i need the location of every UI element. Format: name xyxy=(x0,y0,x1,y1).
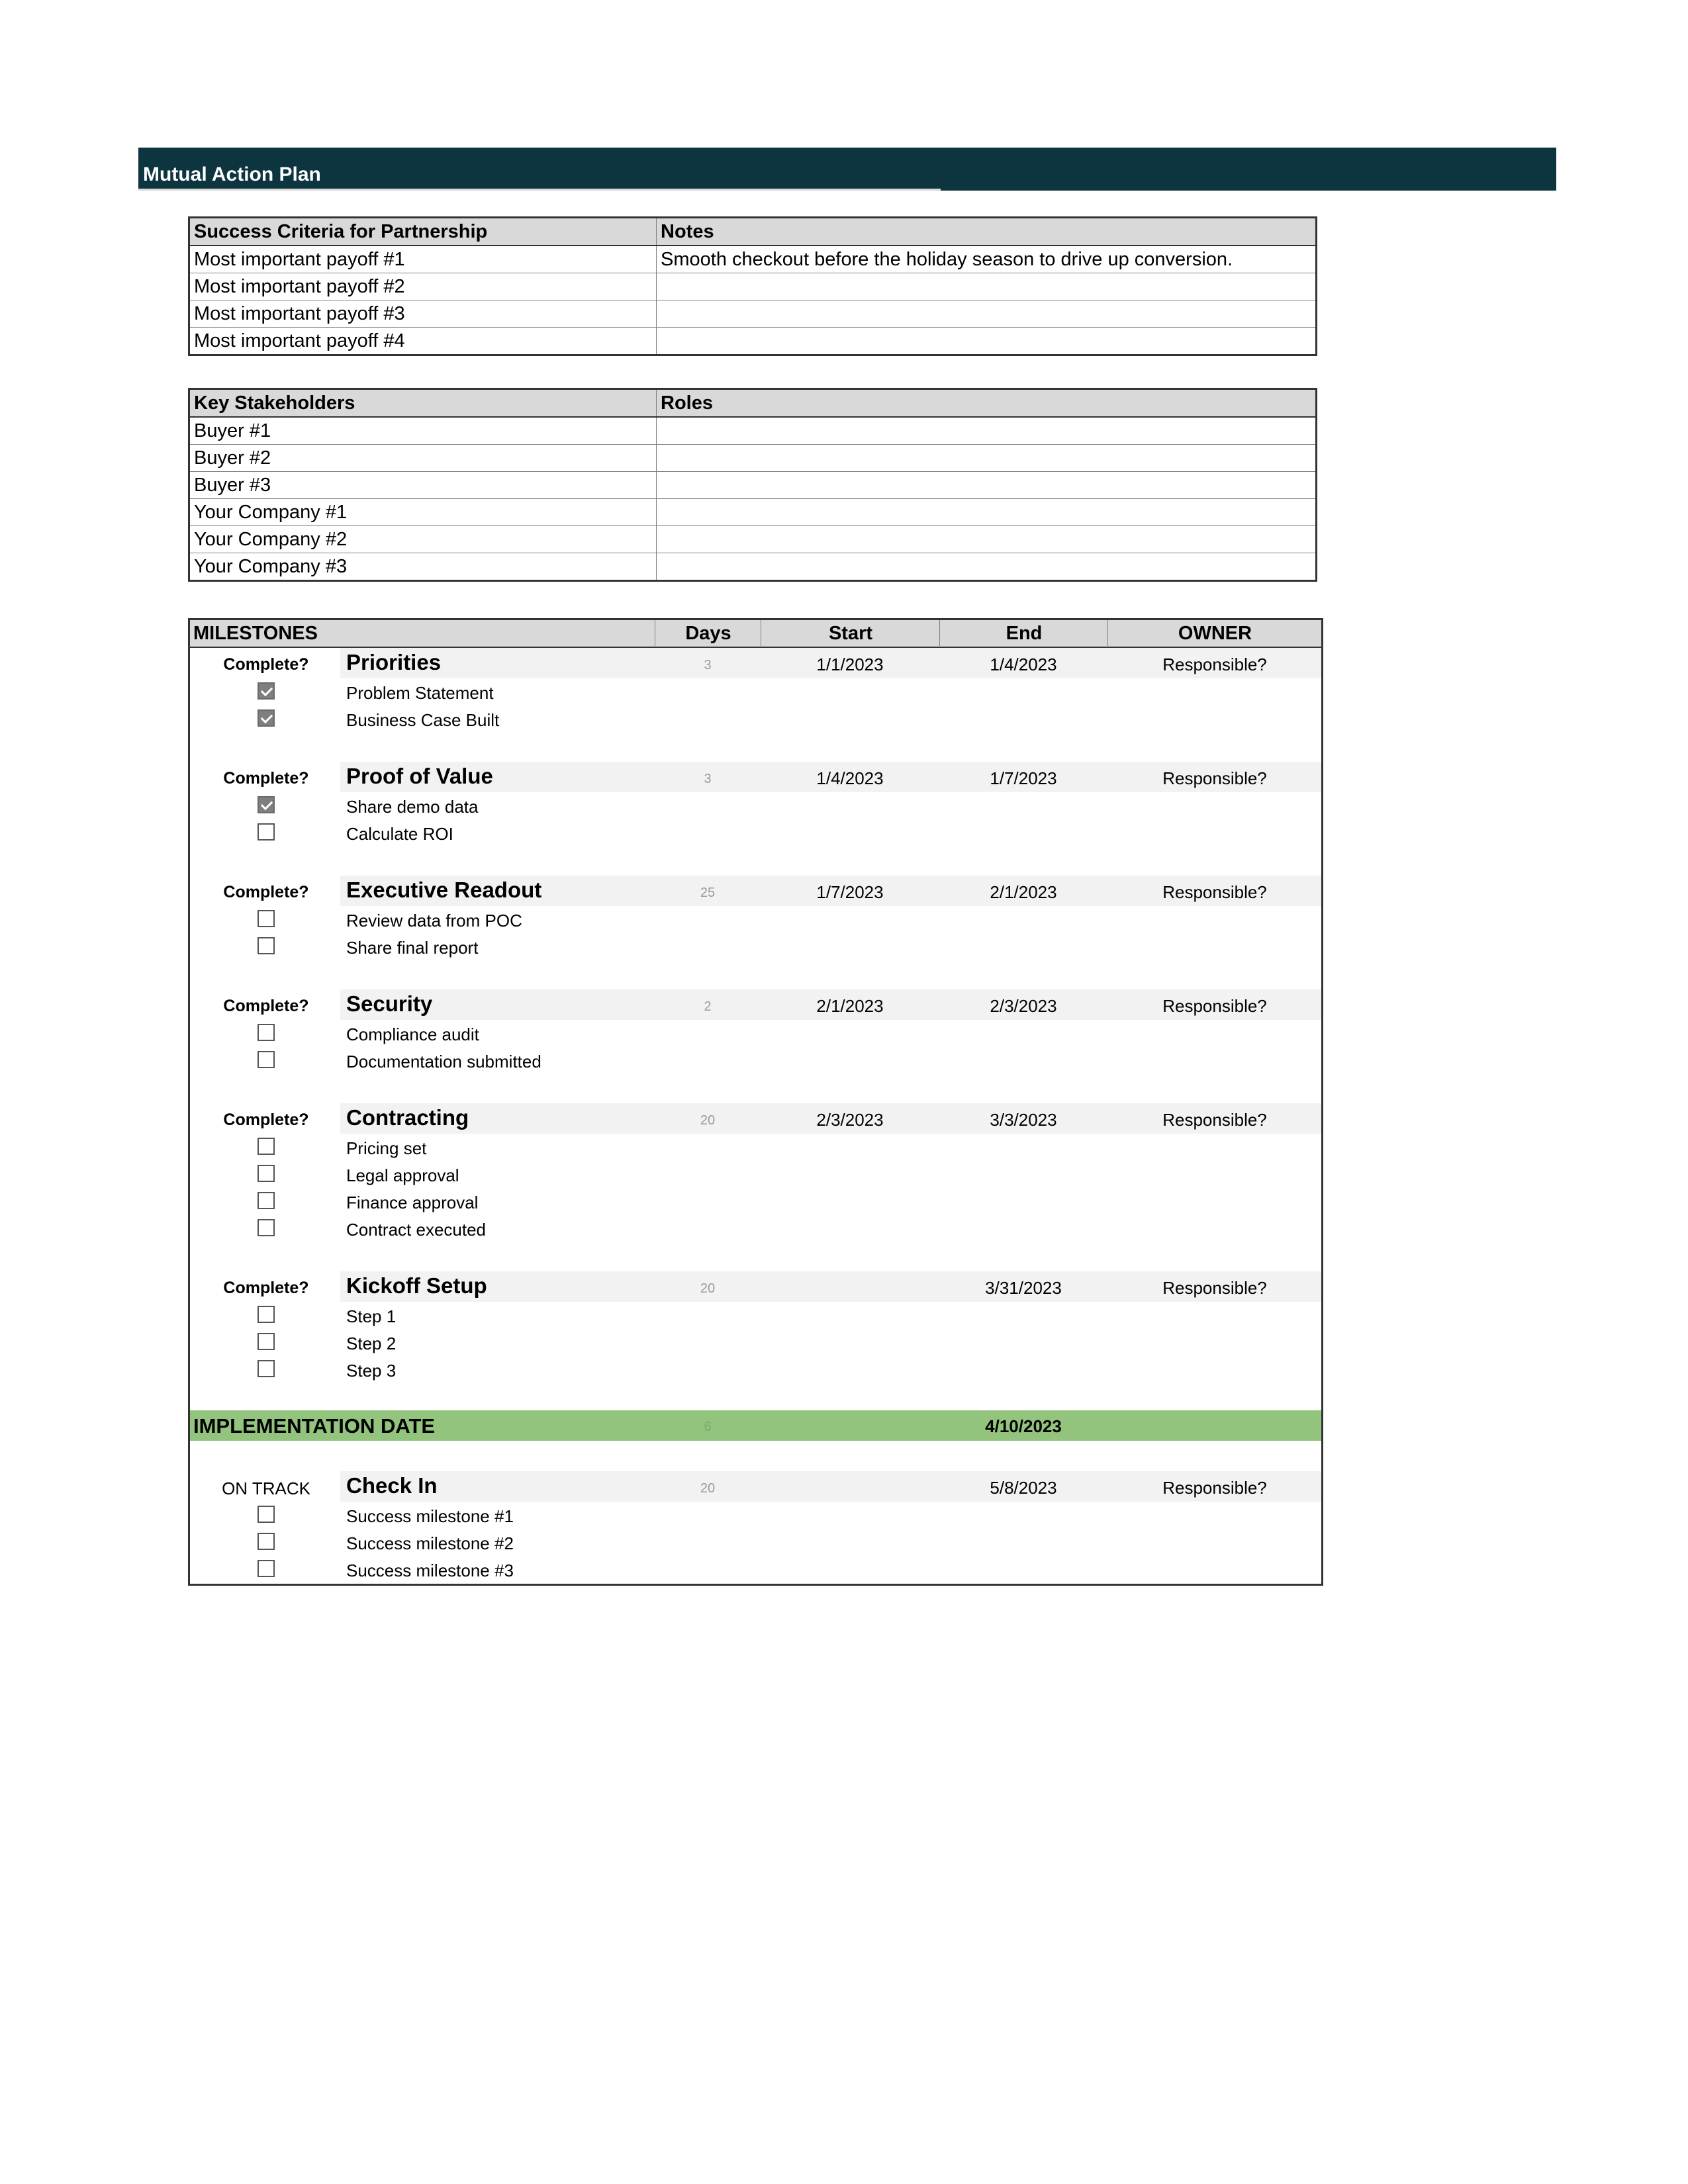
stakeholders-table xyxy=(188,388,1317,582)
task-label: Finance approval xyxy=(346,1193,479,1212)
complete-label: Complete? xyxy=(223,1111,309,1129)
milestone-days: 2 xyxy=(704,999,712,1014)
milestone-days: 20 xyxy=(700,1281,716,1296)
milestone-title: Check In xyxy=(346,1473,438,1498)
milestone-end[interactable]: 3/31/2023 xyxy=(985,1278,1062,1298)
notes-header: Notes xyxy=(657,218,1317,246)
milestone-title: Contracting xyxy=(346,1105,469,1130)
task-checkbox[interactable] xyxy=(258,823,275,841)
notes-cell[interactable]: Smooth checkout before the holiday season to drive up conversion. xyxy=(657,246,1317,273)
status-badge: ON TRACK xyxy=(222,1479,310,1498)
task-label: Success milestone #1 xyxy=(346,1506,514,1526)
task-label: Legal approval xyxy=(346,1165,459,1185)
milestone-title: Priorities xyxy=(346,650,442,674)
table-row xyxy=(189,328,1317,355)
milestone-end[interactable]: 5/8/2023 xyxy=(990,1478,1057,1498)
success-criteria-header: Success Criteria for Partnership xyxy=(189,218,657,246)
table-row xyxy=(189,499,1317,526)
task-checkbox[interactable] xyxy=(258,1533,275,1550)
notes-cell[interactable] xyxy=(657,300,1317,328)
task-label: Compliance audit xyxy=(346,1024,479,1044)
task-label: Success milestone #3 xyxy=(346,1561,514,1580)
stakeholder-cell[interactable]: Buyer #2 xyxy=(189,445,657,472)
task-checkbox[interactable] xyxy=(258,1051,275,1068)
complete-label: Complete? xyxy=(223,1279,309,1297)
milestone-days: 20 xyxy=(700,1481,716,1496)
implementation-date[interactable]: 4/10/2023 xyxy=(985,1416,1062,1436)
role-cell[interactable] xyxy=(657,417,1317,445)
task-checkbox[interactable] xyxy=(258,682,275,700)
implementation-label: IMPLEMENTATION DATE xyxy=(193,1414,436,1437)
task-checkbox[interactable] xyxy=(258,1192,275,1209)
payoff-cell[interactable]: Most important payoff #2 xyxy=(189,273,657,300)
milestone-days: 25 xyxy=(700,886,716,900)
milestone-days: 3 xyxy=(704,772,712,786)
complete-label: Complete? xyxy=(223,769,309,788)
task-label: Review data from POC xyxy=(346,911,522,931)
milestone-start[interactable]: 2/1/2023 xyxy=(816,996,884,1016)
milestone-owner[interactable]: Responsible? xyxy=(1162,1110,1267,1130)
milestone-title: Kickoff Setup xyxy=(346,1273,487,1298)
milestone-end[interactable]: 2/1/2023 xyxy=(990,882,1057,902)
stakeholder-cell[interactable]: Your Company #1 xyxy=(189,499,657,526)
title-underline xyxy=(138,189,941,191)
milestone-title: Executive Readout xyxy=(346,878,542,902)
table-row xyxy=(189,472,1317,499)
task-label: Contract executed xyxy=(346,1220,487,1240)
role-cell[interactable] xyxy=(657,526,1317,553)
end-header: End xyxy=(939,620,1108,646)
task-label: Share demo data xyxy=(346,797,479,817)
task-label: Success milestone #2 xyxy=(346,1533,514,1553)
milestone-end[interactable]: 2/3/2023 xyxy=(990,996,1057,1016)
task-checkbox[interactable] xyxy=(258,1165,275,1182)
days-header: Days xyxy=(655,620,761,646)
payoff-cell[interactable]: Most important payoff #3 xyxy=(189,300,657,328)
milestone-owner[interactable]: Responsible? xyxy=(1162,655,1267,674)
milestones-header: MILESTONES xyxy=(193,623,318,644)
task-label: Calculate ROI xyxy=(346,824,453,844)
task-checkbox[interactable] xyxy=(258,910,275,927)
role-cell[interactable] xyxy=(657,499,1317,526)
milestones-table xyxy=(188,618,1323,1586)
role-cell[interactable] xyxy=(657,472,1317,499)
payoff-cell[interactable]: Most important payoff #1 xyxy=(189,246,657,273)
milestone-owner[interactable]: Responsible? xyxy=(1162,1478,1267,1498)
task-checkbox[interactable] xyxy=(258,1024,275,1041)
task-checkbox[interactable] xyxy=(258,1138,275,1155)
stakeholder-cell[interactable]: Your Company #2 xyxy=(189,526,657,553)
table-row xyxy=(189,417,1317,445)
milestones-header-row xyxy=(190,620,1321,648)
title-bar xyxy=(138,148,1556,191)
stakeholders-header: Key Stakeholders xyxy=(189,389,657,418)
implementation-row xyxy=(190,1410,1321,1441)
table-row xyxy=(189,553,1317,581)
task-checkbox[interactable] xyxy=(258,1506,275,1523)
table-row xyxy=(189,445,1317,472)
table-row xyxy=(189,246,1317,273)
milestone-end[interactable]: 1/7/2023 xyxy=(990,768,1057,788)
owner-header: OWNER xyxy=(1107,620,1322,646)
milestone-end[interactable]: 3/3/2023 xyxy=(990,1110,1057,1130)
table-row xyxy=(189,300,1317,328)
payoff-cell[interactable]: Most important payoff #4 xyxy=(189,328,657,355)
complete-label: Complete? xyxy=(223,655,309,674)
task-label: Step 3 xyxy=(346,1361,397,1381)
page-title: Mutual Action Plan xyxy=(143,163,321,185)
complete-label: Complete? xyxy=(223,997,309,1015)
task-checkbox[interactable] xyxy=(258,1360,275,1377)
milestone-owner[interactable]: Responsible? xyxy=(1162,768,1267,788)
task-checkbox[interactable] xyxy=(258,937,275,954)
stakeholder-cell[interactable]: Your Company #3 xyxy=(189,553,657,581)
milestone-days: 20 xyxy=(700,1113,716,1128)
milestone-owner[interactable]: Responsible? xyxy=(1162,996,1267,1016)
task-checkbox[interactable] xyxy=(258,1333,275,1350)
milestone-owner[interactable]: Responsible? xyxy=(1162,882,1267,902)
task-label: Step 2 xyxy=(346,1334,397,1353)
milestone-start[interactable]: 1/4/2023 xyxy=(816,768,884,788)
milestone-title: Security xyxy=(346,991,433,1016)
roles-header: Roles xyxy=(657,389,1317,418)
task-label: Documentation submitted xyxy=(346,1052,541,1071)
task-checkbox[interactable] xyxy=(258,1560,275,1577)
task-label: Business Case Built xyxy=(346,710,500,730)
success-criteria-table xyxy=(188,216,1317,356)
notes-cell[interactable] xyxy=(657,328,1317,355)
milestone-start[interactable]: 2/3/2023 xyxy=(816,1110,884,1130)
table-row xyxy=(189,526,1317,553)
task-checkbox[interactable] xyxy=(258,709,275,727)
stakeholder-cell[interactable]: Buyer #1 xyxy=(189,417,657,445)
start-header: Start xyxy=(761,620,940,646)
milestone-days: 3 xyxy=(704,658,712,672)
milestone-end[interactable]: 1/4/2023 xyxy=(990,655,1057,674)
complete-label: Complete? xyxy=(223,883,309,901)
milestone-start[interactable]: 1/1/2023 xyxy=(816,655,884,674)
stakeholder-cell[interactable]: Buyer #3 xyxy=(189,472,657,499)
milestone-title: Proof of Value xyxy=(346,764,493,788)
task-label: Problem Statement xyxy=(346,683,494,703)
implementation-days: 6 xyxy=(704,1420,712,1434)
role-cell[interactable] xyxy=(657,445,1317,472)
task-label: Pricing set xyxy=(346,1138,427,1158)
role-cell[interactable] xyxy=(657,553,1317,581)
notes-cell[interactable] xyxy=(657,273,1317,300)
task-checkbox[interactable] xyxy=(258,1219,275,1236)
table-row xyxy=(189,273,1317,300)
task-label: Share final report xyxy=(346,938,479,958)
task-checkbox[interactable] xyxy=(258,1306,275,1323)
task-checkbox[interactable] xyxy=(258,796,275,813)
task-label: Step 1 xyxy=(346,1306,397,1326)
milestone-owner[interactable]: Responsible? xyxy=(1162,1278,1267,1298)
milestone-start[interactable]: 1/7/2023 xyxy=(816,882,884,902)
